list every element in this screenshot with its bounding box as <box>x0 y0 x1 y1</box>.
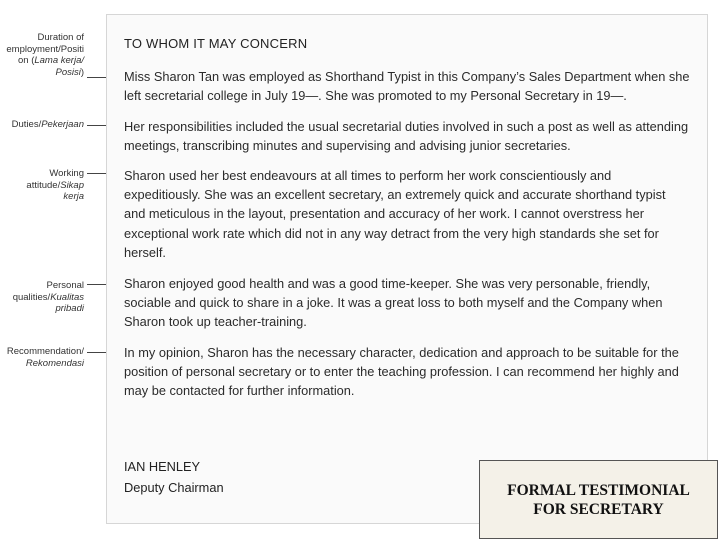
annotation-working-attitude <box>26 168 84 203</box>
caption-line: FOR SECRETARY <box>533 500 664 518</box>
annotation-text: attitude/ <box>26 179 61 191</box>
annotation-text: ) <box>80 66 84 78</box>
pointer-line <box>87 173 106 174</box>
paragraph-working-attitude: Sharon used her best endeavours at all times to perform her work conscientiously and expeditiously. She was an excellent secretary, an extremely quick and accurate shorthand typist and meticulous in the layout, presentation and accuracy of her work. I cannot overstress her exceptional work rate which did not in any way detract from the very high standards she set for herself. <box>124 168 666 260</box>
annotation-text: qualities/ <box>12 291 51 303</box>
pointer-line <box>87 284 106 285</box>
annotation-text: Posisi <box>55 66 81 78</box>
pointer-line <box>87 352 106 353</box>
annotation-text: Personal <box>46 280 84 291</box>
annotation-text: Lama kerja/ <box>34 55 84 66</box>
annotation-text: employment/Positi <box>6 43 84 55</box>
paragraph-duties: Her responsibilities included the usual secretarial duties involved in such a post as well as attending meetings, transcribing minutes and supervising and advising junior secretaries. <box>124 119 689 154</box>
annotation-text: Recommendation/ <box>6 346 84 357</box>
signatory-name: IAN HENLEY <box>124 459 201 474</box>
annotation-duration <box>6 32 84 78</box>
pointer-line <box>87 125 106 126</box>
annotation-recommendation <box>7 346 84 369</box>
paragraph-recommendation: In my opinion, Sharon has the necessary character, dedication and approach to be suitable for the position of personal secretary or to enter the teaching profession. I can recommend her highly and may be contacted for further information. <box>124 345 679 399</box>
letter-salutation: TO WHOM IT MAY CONCERN <box>124 36 308 51</box>
annotation-text: Pekerjaan <box>41 119 84 130</box>
caption-line: FORMAL TESTIMONIAL <box>507 481 690 499</box>
signatory-title: Deputy Chairman <box>124 480 224 495</box>
annotation-personal-qualities <box>13 280 84 315</box>
paragraph-duration: Miss Sharon Tan was employed as Shorthand Typist in this Company’s Sales Department when she left secretarial college in July 19—. She was promoted to my Personal Secretary in 19—. <box>124 69 690 104</box>
annotation-text: Duration of <box>37 32 84 43</box>
annotation-text: Kualitas <box>50 291 84 303</box>
annotation-text: kerja <box>63 191 84 202</box>
annotation-text: Working <box>49 168 84 179</box>
annotation-text: Duties/ <box>11 119 42 130</box>
annotation-text: Rekomendasi <box>25 357 84 369</box>
annotation-text: on ( <box>17 55 35 66</box>
caption-box <box>479 460 718 539</box>
annotation-text: pribadi <box>55 303 84 314</box>
annotation-text: Sikap <box>60 179 84 191</box>
pointer-line <box>87 77 106 78</box>
annotation-duties <box>12 119 84 131</box>
paragraph-personal-qualities: Sharon enjoyed good health and was a good time-keeper. She was very personable, friendly, sociable and quick to share in a joke. It was a great loss to both myself and the Company when Sharon took up teacher-training. <box>124 276 663 330</box>
